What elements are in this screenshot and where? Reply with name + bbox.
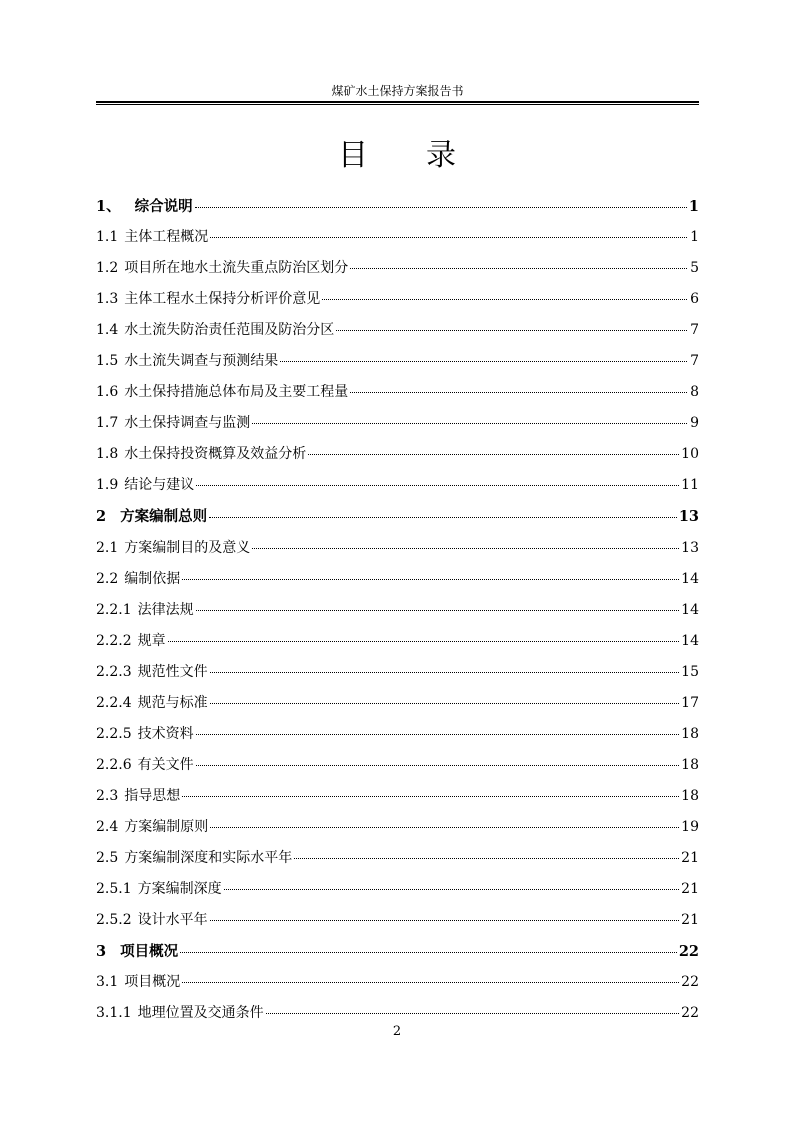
toc-entry-label: 水土保持调查与监测 [124,415,251,432]
toc-entry-page: 14 [681,632,699,649]
table-of-contents [96,191,699,1029]
toc-dot-leader [210,672,680,673]
toc-entry-number: 1.9 [96,477,119,494]
toc-dot-leader [168,641,680,642]
toc-dot-leader [266,1013,680,1014]
toc-entry-number: 2.3 [96,787,119,804]
toc-entry-label: 方案编制深度和实际水平年 [124,849,293,866]
toc-entry-label: 水土流失调查与预测结果 [124,353,279,370]
toc-entry-number: 3.1.1 [96,1005,132,1022]
toc-entry[interactable] [96,905,699,936]
toc-entry-label: 主体工程水土保持分析评价意见 [124,291,321,308]
toc-entry-label: 法律法规 [137,601,194,618]
toc-entry-number: 2.2.6 [96,756,132,773]
toc-entry-label: 设计水平年 [137,912,208,929]
toc-entry-page: 21 [681,849,699,866]
toc-entry-page: 9 [690,415,699,432]
toc-entry[interactable] [96,439,699,470]
toc-entry[interactable] [96,191,699,222]
toc-entry-page: 5 [690,260,699,277]
toc-entry-label: 地理位置及交通条件 [137,1005,264,1022]
toc-entry-number: 2.2 [96,570,119,587]
toc-entry-label: 规章 [137,632,166,649]
toc-dot-leader [336,330,687,331]
toc-entry-page: 1 [690,229,699,246]
toc-entry-page: 6 [690,291,699,308]
toc-entry-page: 18 [681,756,699,773]
toc-entry-page: 13 [681,539,699,556]
toc-entry-label: 方案编制总则 [120,509,208,526]
toc-entry[interactable] [96,346,699,377]
toc-dot-leader [224,889,680,890]
toc-entry[interactable] [96,253,699,284]
toc-entry-number: 2.2.1 [96,601,132,618]
toc-entry-number: 2.2.5 [96,725,132,742]
toc-entry-label: 方案编制深度 [137,881,222,898]
toc-entry[interactable] [96,750,699,781]
toc-entry-label: 方案编制目的及意义 [124,539,251,556]
toc-entry[interactable] [96,501,699,532]
toc-dot-leader [252,423,687,424]
toc-dot-leader [209,517,677,518]
toc-entry-number: 1.3 [96,291,119,308]
toc-dot-leader [210,827,679,828]
toc-entry-number: 1.4 [96,322,119,339]
toc-entry-number: 2.4 [96,818,119,835]
toc-entry-number: 3 [96,943,107,961]
header-rule-thin [96,104,699,105]
toc-entry-label: 规范与标准 [137,694,208,711]
toc-entry[interactable] [96,936,699,967]
toc-entry-page: 7 [690,353,699,370]
toc-entry-label: 方案编制原则 [124,818,209,835]
toc-entry-number: 1.1 [96,229,119,246]
toc-dot-leader [350,392,687,393]
toc-entry-page: 10 [681,446,699,463]
toc-entry-page: 15 [681,663,699,680]
running-header: 煤矿水土保持方案报告书 [331,84,464,98]
toc-dot-leader [280,361,687,362]
toc-entry-page: 13 [678,508,699,526]
toc-entry[interactable] [96,781,699,812]
toc-entry-label: 规范性文件 [137,663,208,680]
toc-entry-number: 2.2.2 [96,632,132,649]
toc-entry-label: 综合说明 [134,199,193,215]
toc-dot-leader [196,485,679,486]
toc-entry-number: 1.5 [96,353,119,370]
toc-dot-leader [210,703,680,704]
toc-entry[interactable] [96,874,699,905]
toc-dot-leader [182,579,679,580]
page-number: 2 [392,1024,402,1039]
toc-entry-label: 项目概况 [120,944,179,961]
toc-dot-leader [210,920,680,921]
toc-dot-leader [350,268,687,269]
toc-entry-number: 1.8 [96,446,119,463]
toc-entry-label: 水土保持措施总体布局及主要工程量 [124,384,349,401]
toc-entry-page: 18 [681,725,699,742]
toc-dot-leader [210,237,687,238]
toc-dot-leader [182,796,679,797]
toc-entry[interactable] [96,657,699,688]
toc-entry[interactable] [96,284,699,315]
toc-entry[interactable] [96,408,699,439]
toc-entry-label: 有关文件 [137,756,194,773]
toc-entry-number: 2.2.4 [96,694,132,711]
toc-entry-number: 2.1 [96,539,119,556]
toc-entry-number: 1、 [96,198,121,215]
toc-entry-number: 1.7 [96,415,119,432]
toc-entry-page: 11 [681,477,699,494]
toc-entry[interactable] [96,377,699,408]
toc-entry-label: 技术资料 [137,725,194,742]
toc-entry-page: 17 [681,694,699,711]
toc-entry[interactable] [96,533,699,564]
toc-entry-label: 项目所在地水土流失重点防治区划分 [124,260,349,277]
toc-entry-page: 1 [688,198,699,215]
page-title: 目录 [338,138,514,173]
toc-entry-label: 指导思想 [124,787,181,804]
toc-dot-leader [182,982,679,983]
toc-dot-leader [252,548,679,549]
toc-entry-page: 14 [681,570,699,587]
toc-entry-label: 项目概况 [124,974,181,991]
toc-entry[interactable] [96,626,699,657]
toc-entry-page: 22 [678,943,699,961]
toc-entry-number: 2 [96,508,107,526]
toc-entry-label: 编制依据 [124,570,181,587]
toc-entry[interactable] [96,595,699,626]
toc-entry-label: 水土流失防治责任范围及防治分区 [124,322,335,339]
toc-entry[interactable] [96,564,699,595]
toc-entry[interactable] [96,719,699,750]
toc-entry-number: 1.2 [96,260,119,277]
toc-entry-number: 2.5.2 [96,912,132,929]
toc-entry-label: 主体工程概况 [124,229,209,246]
toc-entry-page: 14 [681,601,699,618]
toc-entry[interactable] [96,843,699,874]
toc-dot-leader [196,610,680,611]
toc-dot-leader [180,952,677,953]
toc-entry[interactable] [96,470,699,501]
toc-entry-page: 21 [681,881,699,898]
toc-dot-leader [322,299,687,300]
toc-entry[interactable] [96,222,699,253]
toc-entry-number: 2.5 [96,849,119,866]
toc-entry-page: 21 [681,912,699,929]
toc-dot-leader [196,765,680,766]
toc-entry-label: 结论与建议 [124,477,195,494]
toc-entry-number: 1.6 [96,384,119,401]
toc-entry-number: 2.2.3 [96,663,132,680]
toc-entry[interactable] [96,967,699,998]
toc-entry-page: 19 [681,818,699,835]
toc-entry[interactable] [96,688,699,719]
toc-entry[interactable] [96,812,699,843]
toc-dot-leader [308,454,679,455]
toc-dot-leader [294,858,679,859]
toc-entry-page: 22 [681,1005,699,1022]
toc-entry-page: 8 [690,384,699,401]
toc-entry-label: 水土保持投资概算及效益分析 [124,446,307,463]
toc-dot-leader [195,207,687,208]
toc-entry-page: 7 [690,322,699,339]
toc-entry-page: 18 [681,787,699,804]
toc-entry-number: 3.1 [96,974,119,991]
toc-entry-number: 2.5.1 [96,881,132,898]
toc-dot-leader [196,734,680,735]
header-rule [96,101,699,103]
toc-entry-page: 22 [681,974,699,991]
toc-entry[interactable] [96,315,699,346]
